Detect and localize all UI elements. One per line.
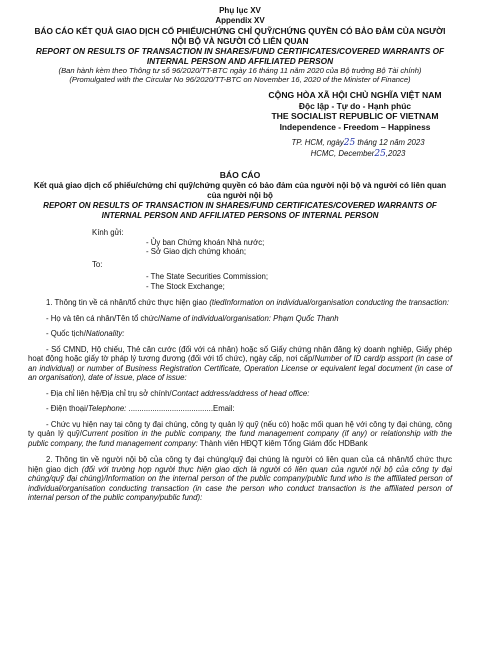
- addressee-ssc-vn: - Ủy ban Chứng khoán Nhà nước;: [146, 237, 265, 247]
- appendix-title-vn: BÁO CÁO KẾT QUẢ GIAO DỊCH CỔ PHIẾU/CHỨNG CHỈ QUỸ/CHỨNG QUYỀN CÓ BẢO ĐẢM CỦA NGƯỜI NỘI BỘ VÀ NGƯỜI CÓ LIÊN QUAN: [34, 25, 446, 46]
- country-name-vn: CỘNG HÒA XÃ HỘI CHỦ NGHĨA VIỆT NAM: [268, 90, 442, 101]
- report-title-block: [28, 170, 452, 220]
- item-address-en: Contact address/address of head office:: [171, 388, 310, 398]
- item-name-vn: - Họ và tên cá nhân/Tên tổ chức/: [46, 313, 161, 323]
- item-name-en: Name of individual/organisation: Phạm Quốc Thanh: [160, 313, 339, 323]
- appendix-title-en: REPORT ON RESULTS OF TRANSACTION IN SHARES/FUND CERTIFICATES/COVERED WARRANTS OF INTERNAL PERSON AND AFFILIATED PERSON: [35, 45, 445, 66]
- national-header: [250, 90, 460, 131]
- item-phone: [46, 404, 452, 414]
- addressee-exchange-en: - The Stock Exchange;: [146, 281, 225, 291]
- section-1-vn: 1. Thông tin về cá nhân/tổ chức thực hiện giao: [46, 298, 208, 308]
- item-nationality-en: Nationality:: [85, 329, 125, 339]
- appendix-label-vn: Phụ lục XV: [219, 6, 261, 15]
- appendix-label-en: Appendix XV: [215, 15, 265, 25]
- handwritten-day-vn: 25: [343, 137, 356, 148]
- appendix-note-vn: (Ban hành kèm theo Thông tư số 96/2020/TT-BTC ngày 16 tháng 11 năm 2020 của Bộ trưởng Bộ Tài chính): [58, 65, 422, 75]
- item-nationality: [46, 329, 452, 339]
- date-block: [238, 138, 478, 160]
- report-title-en: REPORT ON RESULTS OF TRANSACTION IN SHARES/FUND CERTIFICATES/COVERED WARRANTS OF INTERNAL PERSON AND AFFILIATED PERSONS OF INTERNAL PERSON: [43, 200, 437, 220]
- item-name: [46, 314, 452, 324]
- handwritten-day-en: 25: [374, 148, 386, 159]
- item-position-en: Current position in the public company, the fund management company (if any) or relationship with the public company, the fund management company:: [28, 429, 452, 448]
- report-heading: BÁO CÁO: [219, 169, 261, 180]
- country-name-en: THE SOCIALIST REPUBLIC OF VIETNAM: [271, 111, 439, 122]
- item-nationality-vn: - Quốc tịch/: [46, 329, 86, 339]
- section-1-heading: [28, 298, 452, 308]
- item-phone-dots: .......................................: [126, 404, 214, 414]
- item-address: [46, 389, 452, 399]
- section-2-vn: 2. Thông tin về người nội bộ của công ty đại chúng/quỹ đại chúng là người có liên quan của cá nhân/tổ chức thực hiện giao dịch: [28, 455, 452, 474]
- section-1-en: (tiedInformation on individual/organisation conducting the transaction:: [209, 298, 449, 308]
- item-address-vn: - Địa chỉ liên hệ/Địa chỉ trụ sở chính/: [46, 388, 172, 398]
- addressee-label-vn: Kính gửi:: [92, 228, 124, 238]
- date-suffix-vn: tháng 12 năm 2023: [357, 137, 425, 147]
- addressee-exchange-vn: - Sở Giao dịch chứng khoán;: [146, 247, 247, 257]
- date-prefix-en: HCMC, December: [310, 148, 375, 158]
- motto-en: Independence - Freedom – Happiness: [279, 121, 431, 132]
- item-id-en: Number of ID card/p assport (in case of an individual) or number of Business Registration Certificate, Operation License or equivalent legal document (in case of an organisation), date of issue, place of issue:: [28, 354, 452, 383]
- item-id-document: [28, 345, 452, 383]
- addressee-label-en: To:: [92, 259, 103, 269]
- item-phone-en: Telephone:: [88, 404, 127, 414]
- date-line-en: [238, 149, 478, 160]
- section-2-en: Information on the internal person of the public company/public fund who is the affiliated person of individual/organisation conducting transaction (in case the person who conduct transaction is the affiliated person of internal person of the public company/public fund):: [28, 474, 452, 503]
- item-id-vn: - Số CMND, Hộ chiếu, Thẻ căn cước (đối với cá nhân) hoặc số Giấy chứng nhận đăng ký doanh nghiệp, Giấy phép hoạt động hoặc giấy tờ pháp lý tương đương (đối với tổ chức), ngày cấp, nơi cấp/: [28, 344, 452, 364]
- item-position-vn: - Chức vụ hiện nay tại công ty đại chúng, công ty quản lý quỹ (nếu có) hoặc mối quan hệ với công ty đại chúng, công ty quản lý quỹ/: [28, 419, 452, 439]
- section-2-heading: [28, 455, 452, 503]
- date-line-vn: [238, 138, 478, 149]
- report-title-vn: Kết quả giao dịch cổ phiếu/chứng chỉ quỹ/chứng quyền có bảo đảm của người nội bộ và người có liên quan của người nội bộ: [33, 181, 447, 201]
- addressee-block: [28, 228, 452, 291]
- motto-vn: Độc lập - Tự do - Hạnh phúc: [298, 100, 412, 111]
- item-position: [28, 420, 452, 449]
- section-2-vn-italic: (đối với trường hợp người thực hiện giao dịch là người có liên quan của người nội bộ của công ty đại chúng/quỹ đại chúng)/: [28, 464, 452, 484]
- appendix-note-en: (Promulgated with the Circular No 96/2020/TT-BTC on November 16, 2020 of the Minister of Finance): [69, 75, 411, 85]
- addressee-ssc-en: - The State Securities Commission;: [146, 272, 269, 282]
- item-position-value: Thành viên HĐQT kiêm Tổng Giám đốc HDBank: [197, 438, 368, 448]
- date-prefix-vn: TP. HCM, ngày: [291, 137, 344, 147]
- date-suffix-en: ,2023: [385, 148, 406, 158]
- item-phone-vn: - Điện thoại/: [46, 404, 89, 414]
- item-email: Email:: [213, 404, 235, 414]
- appendix-header: [28, 0, 452, 84]
